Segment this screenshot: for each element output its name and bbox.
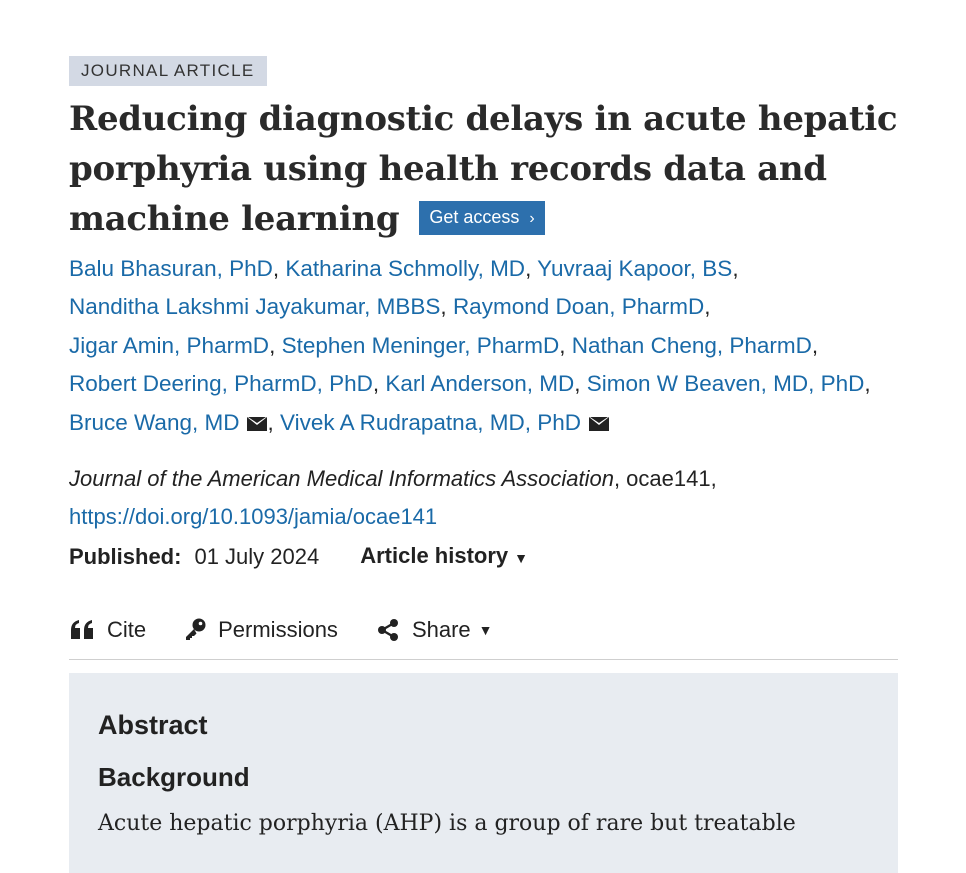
journal-name: Journal of the American Medical Informatics Association	[69, 466, 614, 492]
author-link[interactable]: Bruce Wang, MD	[69, 409, 240, 435]
doi-link[interactable]: https://doi.org/10.1093/jamia/ocae141	[69, 504, 438, 530]
author-link[interactable]: Yuvraaj Kapoor, BS	[537, 256, 733, 281]
published-date: 01 July 2024	[194, 544, 320, 570]
chevron-right-icon: ›	[529, 210, 535, 227]
author-link[interactable]: Balu Bhasuran, PhD	[69, 256, 273, 281]
author-link[interactable]: Vivek A Rudrapatna, MD, PhD	[279, 409, 581, 435]
key-icon	[184, 618, 206, 642]
author-link[interactable]: Karl Anderson, MD	[385, 371, 575, 397]
publication-row	[69, 536, 898, 578]
author-link[interactable]: Nathan Cheng, PharmD	[571, 332, 812, 358]
cite-label: Cite	[107, 617, 147, 643]
author-link[interactable]: Jigar Amin, PharmD	[69, 332, 270, 358]
mail-icon[interactable]	[589, 417, 609, 431]
caret-down-icon: ▼	[514, 550, 529, 567]
article-title-text: Reducing diagnostic delays in acute hepatic porphyria using health records data and machine learning	[69, 99, 898, 239]
journal-citation	[69, 460, 898, 536]
share-label: Share	[411, 617, 471, 643]
author-link[interactable]: Robert Deering, PharmD, PhD	[69, 371, 373, 397]
article-history-toggle[interactable]	[360, 536, 528, 578]
abstract-heading: Abstract	[98, 710, 208, 741]
quote-icon	[69, 619, 95, 641]
author-link[interactable]: Nanditha Lakshmi Jayakumar, MBBS	[69, 294, 441, 320]
author-link[interactable]: Raymond Doan, PharmD	[452, 294, 705, 320]
divider	[69, 659, 898, 660]
background-heading: Background	[98, 762, 250, 793]
cite-button[interactable]	[69, 617, 146, 643]
article-tools	[69, 610, 898, 650]
get-access-button[interactable]	[419, 201, 544, 235]
article-type-badge: JOURNAL ARTICLE	[69, 56, 267, 86]
abstract-text: Acute hepatic porphyria (AHP) is a group of rare but treatable	[98, 811, 796, 837]
article-title	[69, 94, 898, 244]
permissions-button[interactable]	[184, 617, 338, 643]
share-button[interactable]	[376, 617, 493, 643]
published-label: Published:	[69, 544, 182, 570]
mail-icon[interactable]	[247, 417, 267, 431]
permissions-label: Permissions	[218, 617, 338, 643]
abstract-section	[69, 673, 898, 873]
author-link[interactable]: Katharina Schmolly, MD	[285, 256, 526, 281]
author-list: Balu Bhasuran, PhD, Katharina Schmolly, MD, Yuvraaj Kapoor, BS, Nanditha Lakshmi Jayakumar, MBBS, Raymond Doan, PharmD, Jigar Amin, PharmD, Stephen Meninger, PharmD, Nathan Cheng, PharmD, Robert Deering, PharmD, PhD, Karl Anderson, MD, Simon W Beaven, MD, PhD, Bruce Wang, MD , Vivek A Rudrapatna, MD, PhD	[69, 256, 871, 435]
article-history-label: Article history	[360, 543, 509, 569]
share-icon	[376, 618, 400, 642]
get-access-label: Get access	[429, 207, 520, 227]
author-link[interactable]: Stephen Meninger, PharmD	[281, 332, 560, 358]
caret-down-icon: ▼	[478, 622, 493, 639]
author-link[interactable]: Simon W Beaven, MD, PhD	[586, 371, 865, 397]
article-header	[69, 56, 898, 873]
article-id: , ocae141,	[613, 466, 717, 492]
